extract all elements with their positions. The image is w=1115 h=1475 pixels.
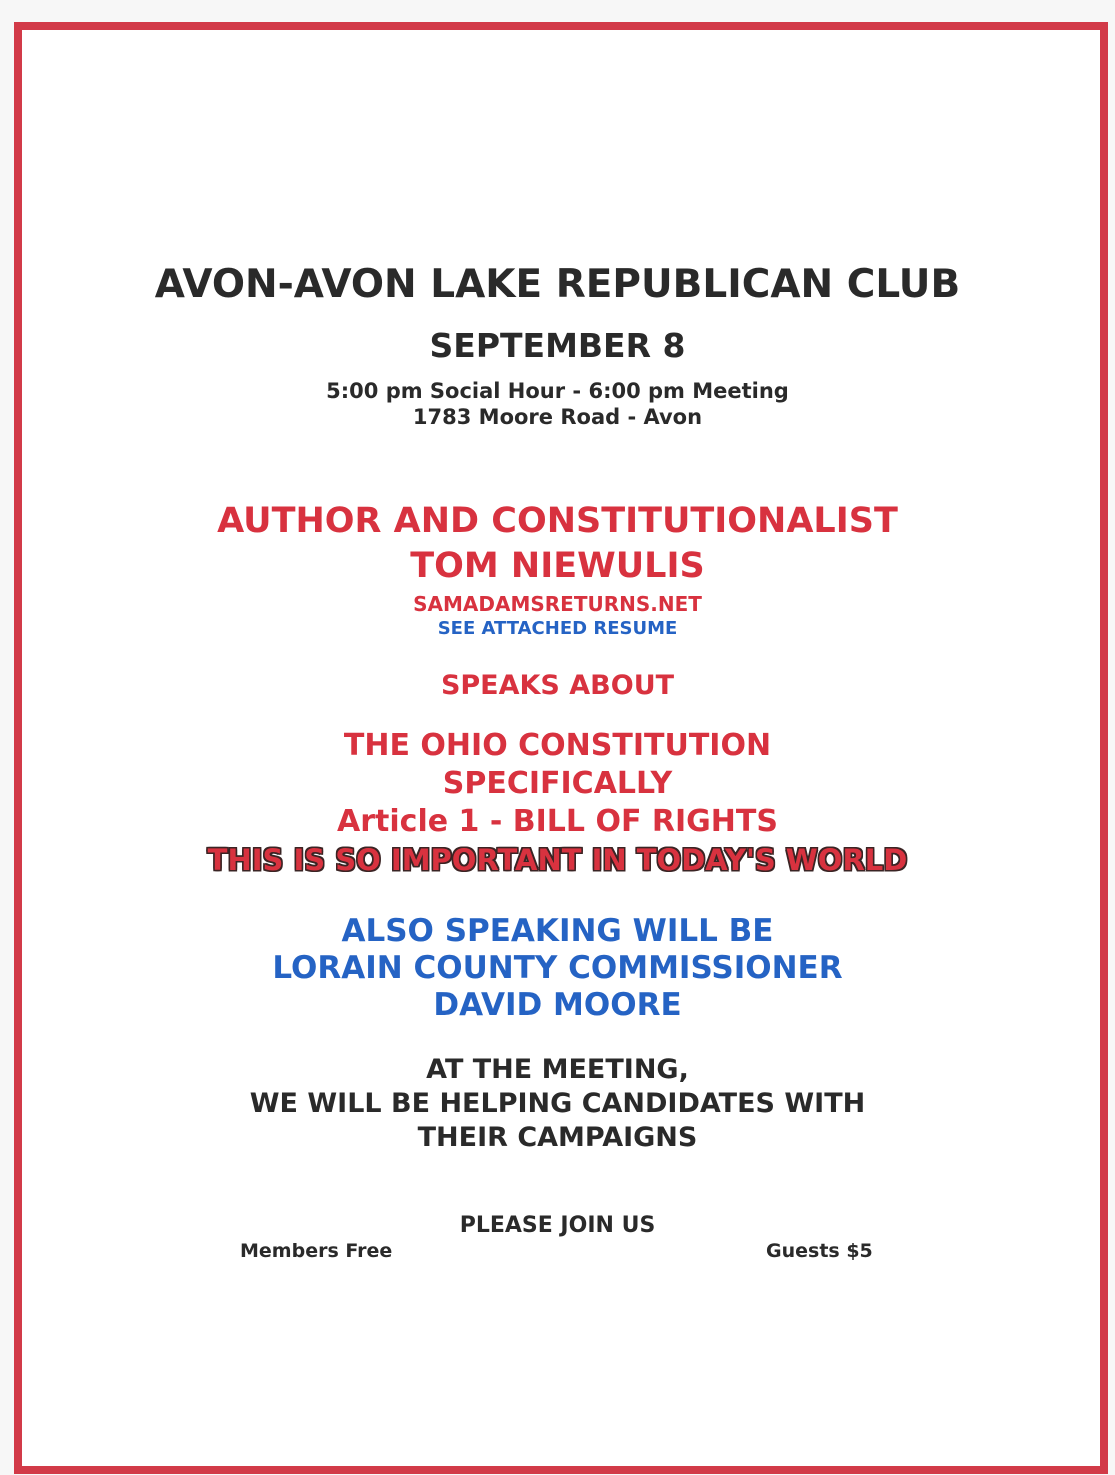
speaker-title: AUTHOR AND CONSTITUTIONALIST — [217, 501, 898, 541]
guests-price: Guests $5 — [766, 1240, 873, 1262]
meeting-note-line-1: AT THE MEETING, — [426, 1054, 689, 1085]
topic-line-1: THE OHIO CONSTITUTION — [343, 728, 772, 763]
event-schedule: 5:00 pm Social Hour - 6:00 pm Meeting — [326, 379, 789, 403]
club-name: AVON-AVON LAKE REPUBLICAN CLUB — [154, 262, 961, 307]
speaker-name: TOM NIEWULIS — [410, 546, 705, 586]
second-speaker-name: DAVID MOORE — [433, 987, 682, 1023]
speaker-website: SAMADAMSRETURNS.NET — [413, 592, 702, 616]
event-address: 1783 Moore Road - Avon — [412, 405, 703, 429]
meeting-note-line-2: WE WILL BE HELPING CANDIDATES WITH — [249, 1088, 866, 1119]
topic-emphasis: THIS IS SO IMPORTANT IN TODAY'S WORLD — [207, 843, 908, 877]
topic-line-3: Article 1 - BILL OF RIGHTS — [337, 804, 778, 839]
resume-note: SEE ATTACHED RESUME — [437, 618, 678, 639]
second-speaker-title: LORAIN COUNTY COMMISSIONER — [272, 950, 843, 986]
event-date: SEPTEMBER 8 — [429, 326, 686, 365]
speaks-about: SPEAKS ABOUT — [440, 670, 675, 701]
also-speaking: ALSO SPEAKING WILL BE — [341, 913, 774, 949]
meeting-note-line-3: THEIR CAMPAIGNS — [417, 1122, 698, 1153]
members-price: Members Free — [240, 1240, 393, 1262]
please-join-us: PLEASE JOIN US — [459, 1213, 656, 1238]
topic-line-2: SPECIFICALLY — [442, 766, 673, 801]
